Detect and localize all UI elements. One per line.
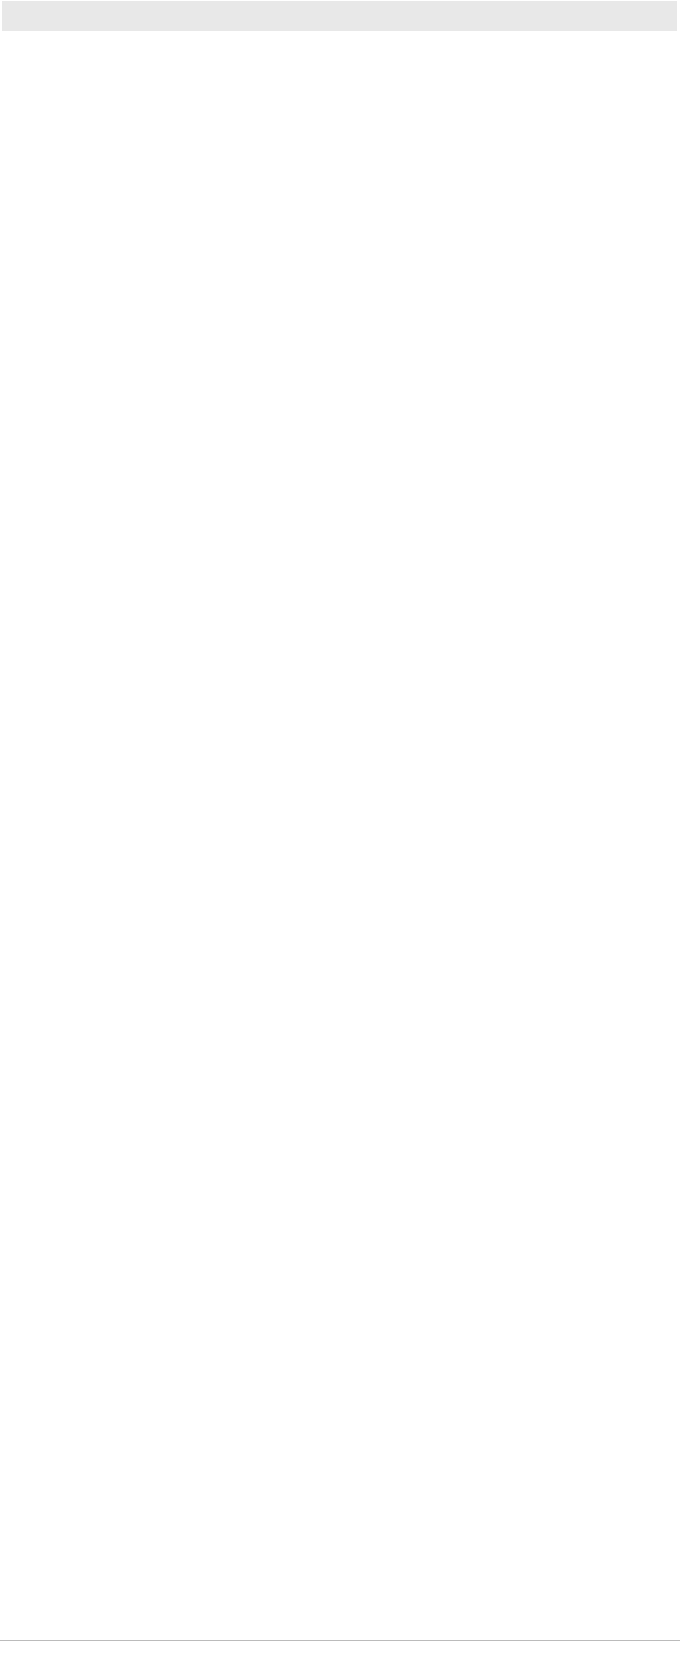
copyright-notice <box>0 1640 680 1667</box>
page-title <box>2 1 677 31</box>
